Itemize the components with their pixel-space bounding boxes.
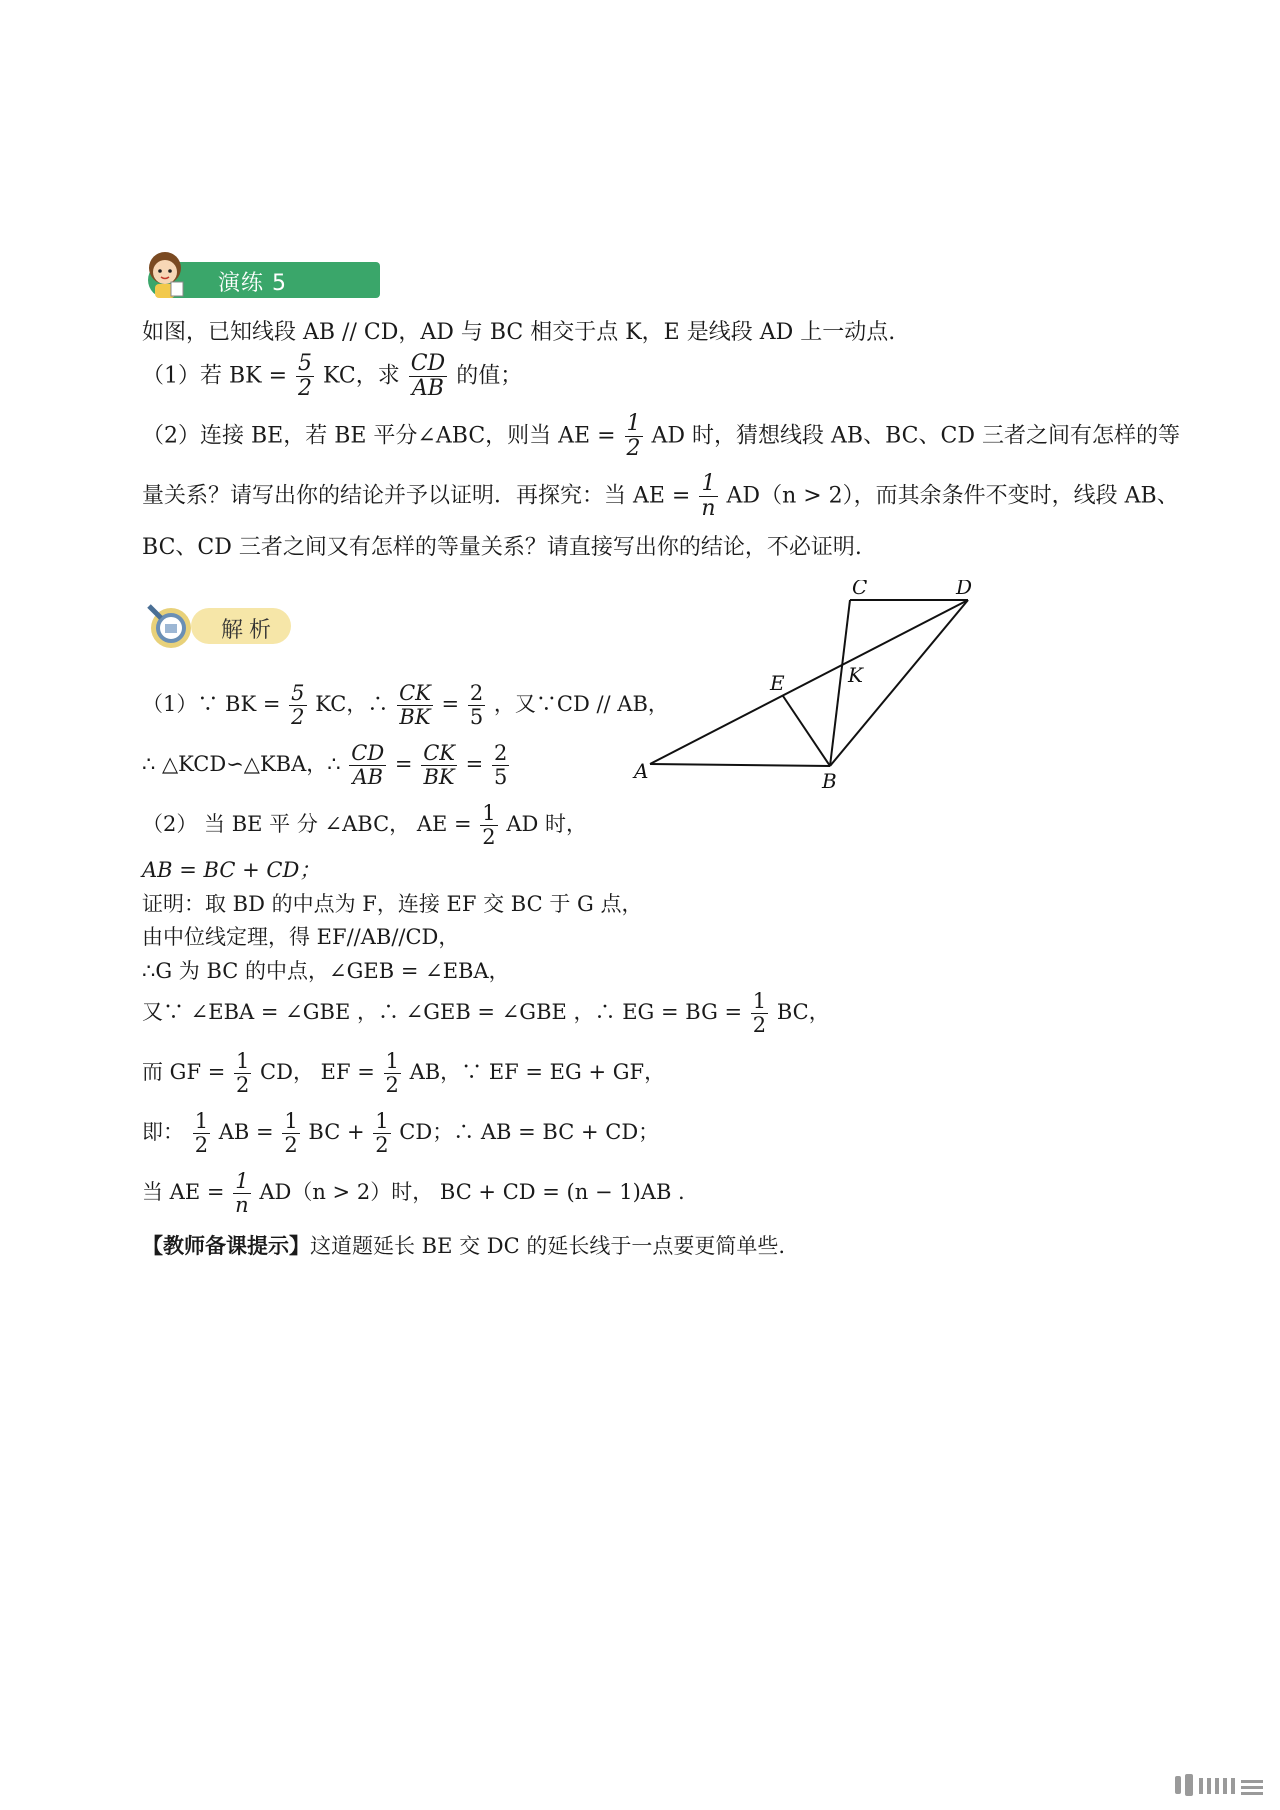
q2-line2-frac-num: 1: [699, 472, 717, 497]
s10-frac2: [282, 1110, 299, 1157]
solution-line-8: [142, 990, 830, 1037]
s1-f2-den: BK: [399, 705, 431, 730]
s8-f-num: 1: [752, 989, 767, 1013]
mascot-icon: [143, 248, 189, 302]
solution-line-11: [142, 1170, 685, 1217]
solution-line-1: [142, 682, 669, 729]
s11-b: AD（n > 2）时， BC + CD = (n − 1)AB .: [259, 1180, 685, 1205]
s9-c: AB，∵ EF = EG + GF，: [409, 1060, 666, 1085]
s10-frac3: [373, 1110, 390, 1157]
s10-b: AB =: [218, 1120, 274, 1145]
chevrons-icon: [334, 262, 384, 298]
s9-f2-num: 1: [385, 1049, 399, 1073]
label-d: D: [956, 580, 973, 599]
q2-frac-num: 1: [626, 411, 641, 436]
q2-suffix: AD 时，猜想线段 AB、BC、CD 三者之间有怎样的等: [651, 423, 1180, 449]
s2-f2-den: BK: [423, 765, 455, 790]
s9-f2-den: 2: [385, 1073, 399, 1098]
s11-f-den: n: [235, 1193, 249, 1218]
s1-b: KC，∴: [315, 692, 389, 717]
s2-frac3: [492, 742, 509, 789]
s11-a: 当 AE =: [142, 1180, 225, 1205]
s3-a: （2） 当 BE 平 分 ∠ABC， AE =: [142, 812, 472, 837]
q1-frac-num: 5: [298, 351, 313, 376]
problem-q1: [142, 352, 522, 401]
s2-f2-num: CK: [423, 741, 455, 765]
s1-d: ，又∵CD // AB，: [493, 692, 669, 717]
label-b: B: [822, 769, 837, 790]
s11-f-num: 1: [233, 1170, 251, 1194]
s2-c: =: [465, 752, 484, 777]
s2-a: ∴ △KCD∽△KBA，∴: [142, 752, 341, 777]
magnifier-icon: [145, 600, 201, 656]
footer-logo-icon: [1175, 1772, 1271, 1798]
s1-f1-den: 2: [291, 705, 305, 730]
s10-f1-den: 2: [194, 1133, 209, 1158]
s8-a: 又∵ ∠EBA = ∠GBE ，∴ ∠GEB = ∠GBE ，∴ EG = BG =: [142, 1000, 743, 1025]
label-k: K: [848, 663, 863, 687]
solution-line-3: [142, 802, 587, 849]
teacher-note-label: 【教师备课提示】: [142, 1234, 310, 1258]
q2-line2-fraction: [699, 472, 717, 521]
problem-intro: 如图，已知线段 AB // CD，AD 与 BC 相交于点 K，E 是线段 AD 上一动点.: [142, 320, 896, 345]
s1-f2-num: CK: [399, 681, 431, 705]
geometry-figure: [630, 580, 990, 790]
segment-bc: [830, 600, 850, 766]
label-c: C: [852, 580, 868, 599]
problem-q2-line2: [142, 472, 1179, 521]
s1-frac3: [468, 682, 485, 729]
s10-f1-num: 1: [194, 1109, 209, 1133]
s3-b: AD 时，: [506, 812, 588, 837]
analysis-badge: [145, 600, 295, 650]
q2-fraction: [625, 412, 643, 461]
s11-frac: [233, 1170, 251, 1217]
s9-f1-den: 2: [235, 1073, 250, 1098]
s9-a: 而 GF =: [142, 1060, 226, 1085]
q2-line2-suffix: AD（n > 2），而其余条件不变时，线段 AB、: [726, 483, 1179, 509]
s9-b: CD， EF =: [260, 1060, 375, 1085]
solution-line-4: AB = BC + CD；: [142, 858, 321, 882]
problem-q2: [142, 412, 1180, 461]
s1-c: =: [441, 692, 460, 717]
s10-f2-num: 1: [284, 1109, 298, 1133]
s8-f-den: 2: [752, 1013, 767, 1038]
q1-frac2-den: AB: [411, 376, 444, 402]
solution-line-5: 证明：取 BD 的中点为 F，连接 EF 交 BC 于 G 点，: [142, 892, 643, 916]
s1-f1-num: 5: [291, 681, 305, 705]
solution-line-9: [142, 1050, 665, 1097]
solution-line-2: [142, 742, 511, 789]
solution-line-6: 由中位线定理，得 EF//AB//CD，: [142, 925, 460, 949]
label-a: A: [634, 759, 649, 783]
segment-ad: [650, 600, 968, 764]
analysis-label: 解析: [221, 618, 278, 643]
q1-prefix: （1）若 BK =: [142, 363, 288, 389]
s1-f3-den: 5: [469, 705, 484, 730]
s2-f1-num: CD: [351, 741, 385, 765]
s1-f3-num: 2: [469, 681, 484, 705]
s3-frac: [480, 802, 497, 849]
s9-frac1: [234, 1050, 251, 1097]
s3-f-den: 2: [482, 825, 496, 850]
q1-suffix: 的值；: [456, 363, 523, 389]
problem-q2-line3: BC、CD 三者之间又有怎样的等量关系？请直接写出你的结论，不必证明.: [142, 535, 862, 560]
s1-frac2: [397, 682, 433, 729]
s9-f1-num: 1: [235, 1049, 250, 1073]
s2-f3-num: 2: [493, 741, 508, 765]
solution-line-7: ∴G 为 BC 的中点，∠GEB = ∠EBA，: [142, 959, 510, 983]
s2-frac1: [349, 742, 386, 789]
s2-frac2: [421, 742, 457, 789]
segment-ab: [650, 764, 830, 766]
s10-f2-den: 2: [284, 1133, 298, 1158]
s10-d: CD；∴ AB = BC + CD；: [399, 1120, 660, 1145]
s3-f-num: 1: [482, 801, 496, 825]
s1-a: （1）∵ BK =: [142, 692, 281, 717]
q2-frac-den: 2: [626, 436, 641, 462]
q1-frac-den: 2: [298, 376, 313, 402]
q2-prefix: （2）连接 BE，若 BE 平分∠ABC，则当 AE =: [142, 423, 616, 449]
badge-label: 演练 5: [218, 271, 287, 296]
s1-frac1: [289, 682, 306, 729]
teacher-note-text: 这道题延长 BE 交 DC 的延长线于一点要更简单些.: [310, 1234, 786, 1258]
s10-c: BC +: [308, 1120, 365, 1145]
s8-b: BC，: [776, 1000, 830, 1025]
s10-f3-den: 2: [375, 1133, 389, 1158]
s2-b: =: [394, 752, 413, 777]
s10-f3-num: 1: [375, 1109, 389, 1133]
segment-be: [783, 696, 830, 766]
q1-mid: KC，求: [323, 363, 400, 389]
s9-frac2: [384, 1050, 401, 1097]
s8-frac: [751, 990, 768, 1037]
q2-line2-frac-den: n: [701, 496, 716, 522]
q1-frac2-num: CD: [410, 351, 446, 376]
q1-fraction: [296, 352, 314, 401]
label-e: E: [770, 671, 785, 695]
s10-a: 即：: [142, 1120, 184, 1145]
teacher-note: [142, 1232, 785, 1260]
solution-line-10: [142, 1110, 659, 1157]
s2-f3-den: 5: [493, 765, 508, 790]
q1-fraction-2: [409, 352, 447, 401]
q2-line2-prefix: 量关系？请写出你的结论并予以证明．再探究：当 AE =: [142, 483, 691, 509]
s2-f1-den: AB: [352, 765, 384, 790]
s10-frac1: [193, 1110, 210, 1157]
